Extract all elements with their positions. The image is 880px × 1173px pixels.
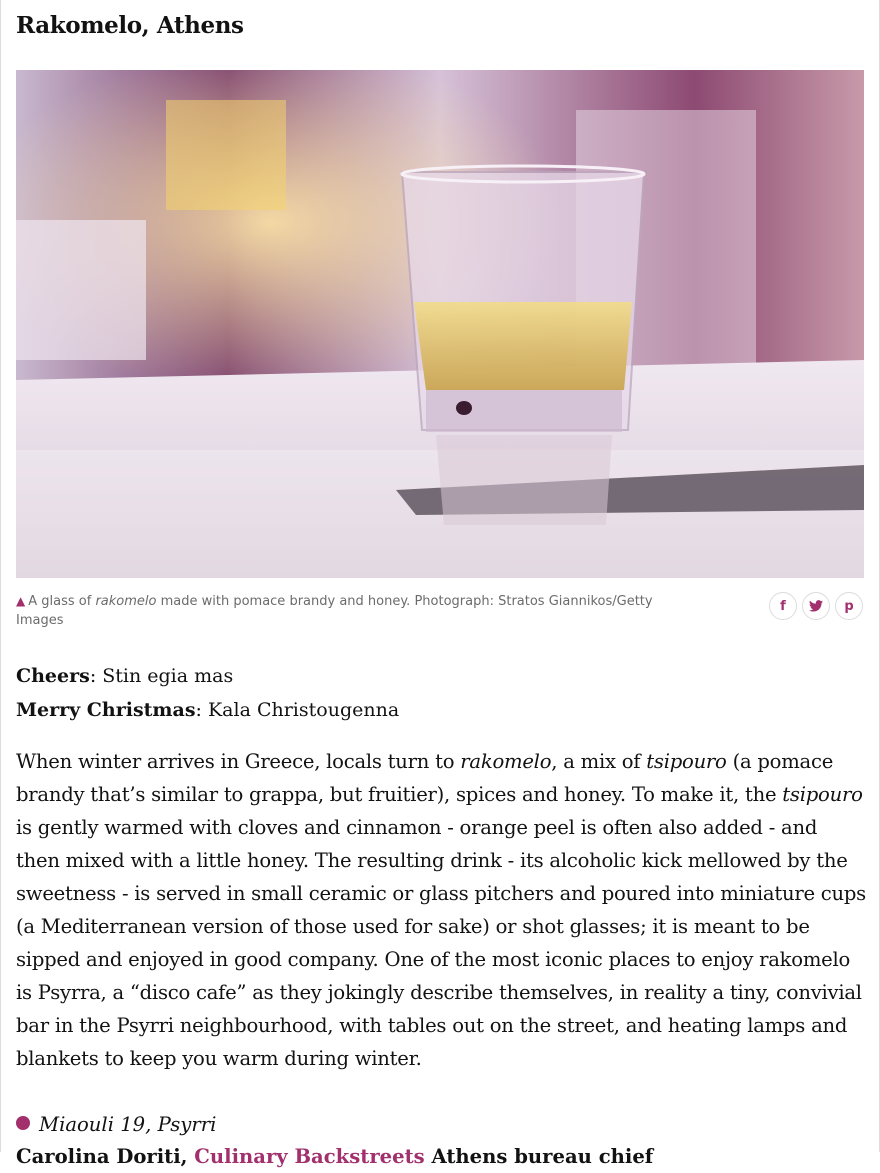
phrase-cheers <box>16 659 399 693</box>
location-dot-icon <box>16 1116 30 1130</box>
caption-text-pre: A glass of <box>28 594 96 609</box>
twitter-icon <box>809 600 823 612</box>
phrase-merry-christmas <box>16 693 399 727</box>
section-headline: Rakomelo, Athens <box>16 12 244 39</box>
twitter-share-button[interactable] <box>802 592 830 620</box>
phrase-list <box>16 659 399 727</box>
triangle-up-icon: ▲ <box>16 594 26 608</box>
phrase-value: : Stin egia mas <box>89 665 234 687</box>
body-text-segment: When winter arrives in Greece, locals turn to <box>16 750 461 773</box>
phrase-label: Cheers <box>16 665 90 687</box>
caption-text-italic: rakomelo <box>95 594 157 609</box>
address-text: Miaouli 19, Psyrri <box>39 1113 217 1136</box>
venue-address <box>16 1108 216 1141</box>
rakomelo-photo <box>16 70 864 578</box>
facebook-icon: f <box>780 598 786 614</box>
body-text-segment: , a mix of <box>551 750 647 773</box>
body-text-segment: is gently warmed with cloves and cinnamon - orange peel is often also added - and then mixed with a little honey. The resulting drink - its alcoholic kick mellowed by the sweetness - is served in small ceramic or glass pitchers and poured into miniature cups (a Mediterranean version of those used for sake) or shot glasses; it is meant to be sipped and enjoyed in good company. One of the most iconic places to enjoy rakomelo is Psyrra, a “disco cafe” as they jokingly describe themselves, in reality a tiny, convivial bar in the Psyrri neighbourhood, with tables out on the street, and heating lamps and blankets to keep you warm during winter. <box>16 816 866 1070</box>
body-paragraph <box>16 745 866 1075</box>
byline <box>16 1140 653 1173</box>
facebook-share-button[interactable] <box>769 592 797 620</box>
share-buttons <box>769 592 863 620</box>
body-text-italic: tsipouro <box>782 783 863 806</box>
culinary-backstreets-link[interactable]: Culinary Backstreets <box>194 1145 425 1168</box>
pinterest-share-button[interactable] <box>835 592 863 620</box>
body-text-italic: tsipouro <box>646 750 727 773</box>
caption-text-post: made with pomace brandy and honey. Photograph: Stratos Giannikos/Getty Images <box>16 594 653 628</box>
phrase-value: : Kala Christougenna <box>195 699 400 721</box>
body-text-italic: rakomelo <box>460 750 552 773</box>
phrase-label: Merry Christmas <box>16 699 196 721</box>
photo-caption <box>16 592 656 630</box>
byline-role: Athens bureau chief <box>424 1145 654 1168</box>
pinterest-icon: p <box>844 598 854 614</box>
byline-name: Carolina Doriti, <box>16 1145 195 1168</box>
body-text-segment: (a pomace brandy that’s similar to grappa, but fruitier), spices and honey. To make it, the <box>16 750 834 806</box>
